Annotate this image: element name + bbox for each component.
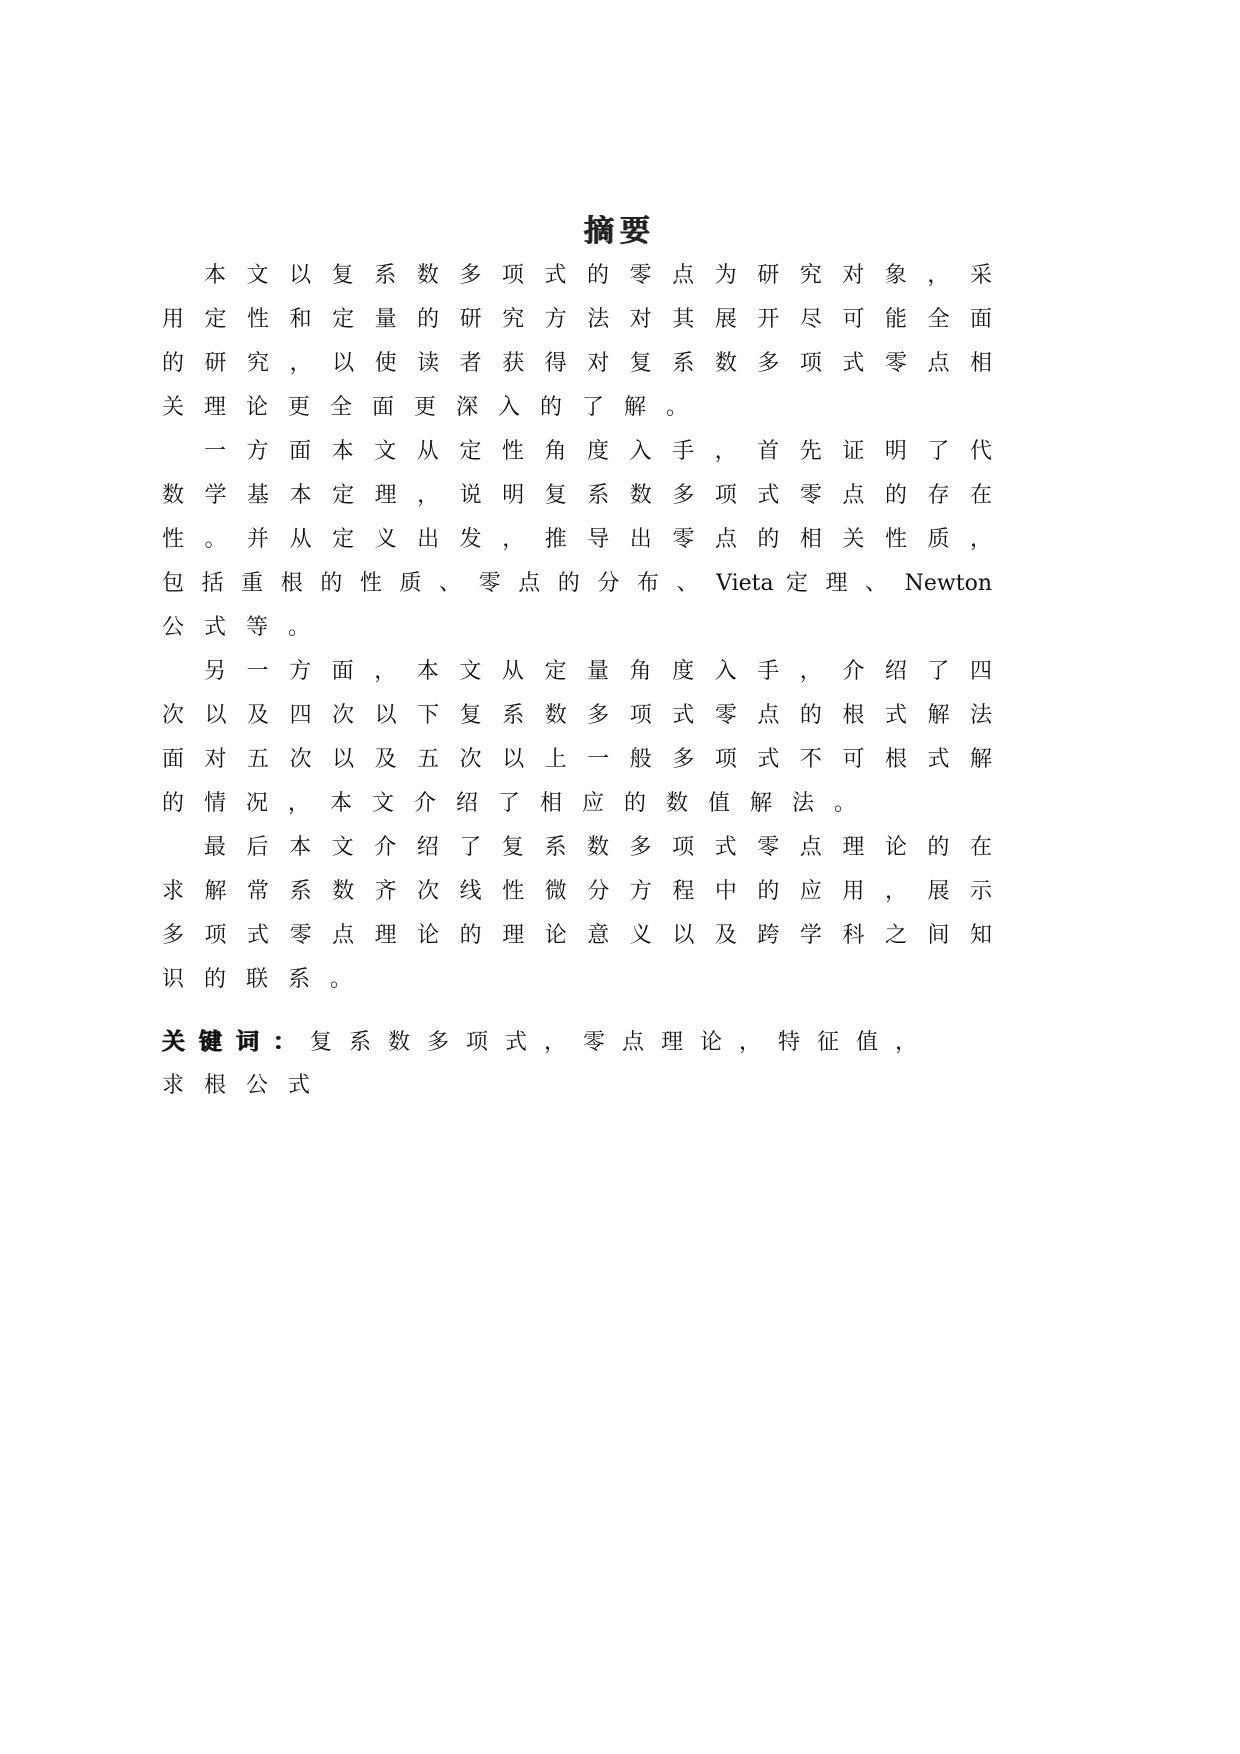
keywords-values-2: 求根公式 <box>162 1073 331 1098</box>
paragraph-2-line-3: 性 。 并 从 定 义 出 发 ， 推 导 出 零 点 的 相 关 性 质 ， <box>162 527 992 552</box>
paragraph-3-line-4: 的情况，本文介绍了相应的数值解法。 <box>162 791 877 816</box>
keywords-section <box>162 1020 962 1108</box>
keywords-line-2 <box>162 1064 962 1108</box>
paragraph-3-line-1: 另 一 方 面 ， 本 文 从 定 量 角 度 入 手 ， 介 绍 了 四 <box>204 659 992 684</box>
keywords-line-1 <box>162 1020 962 1064</box>
paragraph-2-line-1: 一 方 面 本 文 从 定 性 角 度 入 手 ， 首 先 证 明 了 代 <box>204 439 992 464</box>
paragraph-4-line-4: 识的联系。 <box>162 967 373 992</box>
abstract-title: 摘要 <box>584 214 656 249</box>
keywords-label: 关键词： <box>162 1028 310 1055</box>
paragraph-1-line-1: 本 文 以 复 系 数 多 项 式 的 零 点 为 研 究 对 象 ， 采 <box>204 263 992 288</box>
paragraph-4-line-1: 最 后 本 文 介 绍 了 复 系 数 多 项 式 零 点 理 论 的 在 <box>204 835 992 860</box>
paragraph-1-line-2: 用 定 性 和 定 量 的 研 究 方 法 对 其 展 开 尽 可 能 全 面 <box>162 307 992 332</box>
paragraph-2-line-5: 公式等。 <box>162 615 331 640</box>
paragraph-4-line-2: 求 解 常 系 数 齐 次 线 性 微 分 方 程 中 的 应 用 ， 展 示 <box>162 879 992 904</box>
paragraph-1-line-4: 关理论更全面更深入的了解。 <box>162 395 709 420</box>
paragraph-1-line-3: 的 研 究 ， 以 使 读 者 获 得 对 复 系 数 多 项 式 零 点 相 <box>162 351 992 376</box>
paragraph-3-line-2: 次 以 及 四 次 以 下 复 系 数 多 项 式 零 点 的 根 式 解 法 <box>162 703 992 728</box>
paragraph-2-line-2: 数 学 基 本 定 理 ， 说 明 复 系 数 多 项 式 零 点 的 存 在 <box>162 483 992 508</box>
abstract-body <box>162 254 992 1002</box>
keywords-values-1: 复系数多项式，零点理论，特征值， <box>310 1030 935 1055</box>
paragraph-3-line-3: 面 对 五 次 以 及 五 次 以 上 一 般 多 项 式 不 可 根 式 解 <box>162 747 992 772</box>
paragraph-2-line-4: 包 括 重 根 的 性 质 、 零 点 的 分 布 、 Vieta 定 理 、 Newton <box>162 571 992 596</box>
paragraph-4-line-3: 多 项 式 零 点 理 论 的 理 论 意 义 以 及 跨 学 科 之 间 知 <box>162 923 992 948</box>
